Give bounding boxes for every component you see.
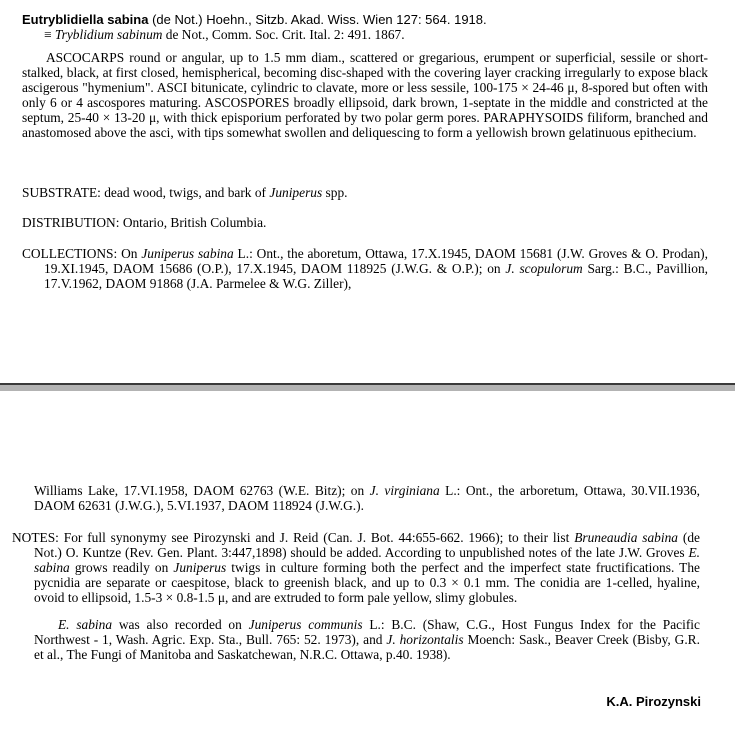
notes2-name-1: E. sabina <box>58 617 113 632</box>
substrate-host: Juniperus <box>269 185 323 200</box>
notes2-text-2: L.: B.C. (Shaw, C.G., Host Fungus Index for the Pacific Northwest - 1, Wash. Agric. Exp. Sta., Bull. 765: 52. 1973), and <box>34 617 700 647</box>
collections-cont-1: Williams Lake, 17.VI.1958, DAOM 62763 (W.E. Bitz); on <box>34 483 365 498</box>
notes2-name-3: J. horizontalis <box>386 632 464 647</box>
notes-name-1: Bruneaudia sabina <box>574 530 678 545</box>
collections-text-3: Sarg.: B.C., Pavillion, 17.V.1962, DAOM 91868 (J.A. Parmelee & W.G. Ziller), <box>44 261 708 291</box>
entry-heading <box>22 12 722 27</box>
asci-text: bitunicate, cylindric to clavate, more or less sessile, 100-175 × 24-46 μ, 8-spored but often with only 6 or 4 ascospores maturing. <box>22 80 708 110</box>
synonym-name: Tryblidium sabinum <box>54 27 163 42</box>
ascospores-text: broadly ellipsoid, dark brown, 1-septate in the middle and constricted at the septum, 25-40 × 13-20 μ, with thick episporium perforated by two polar germ pores. <box>22 95 708 125</box>
distribution-line <box>22 215 712 230</box>
distribution-text: Ontario, British Columbia. <box>122 215 267 230</box>
collections-host-3: J. virginiana <box>369 483 440 498</box>
notes-text-1: For full synonymy see Pirozynski and J. Reid (Can. J. Bot. 44:655-662. 1966); to their list <box>63 530 570 545</box>
substrate-line <box>22 185 712 200</box>
substrate-text-after: spp. <box>325 185 348 200</box>
ascocarps-label: ASCOCARPS <box>46 50 125 65</box>
authority-citation: (de Not.) Hoehn., Sitzb. Akad. Wiss. Wien 127: 564. 1918. <box>152 12 487 27</box>
collections-label: COLLECTIONS: <box>22 246 118 261</box>
ascocarps-text: round or angular, up to 1.5 mm diam., scattered or gregarious, erumpent or superficial, sessile or short-stalked, black, at first closed, hemispherical, becoming disc-shaped with the covering layer cracking irregularly to expose black ascigerous "hymenium". <box>22 50 708 95</box>
genus-species: Eutryblidiella sabina <box>22 12 149 27</box>
notes-label: NOTES: <box>12 530 59 545</box>
author-signature: K.A. Pirozynski <box>606 694 701 709</box>
distribution-label: DISTRIBUTION: <box>22 215 120 230</box>
collections-text-2: L.: Ont., the aboretum, Ottawa, 17.X.1945, DAOM 15681 (J.W. Groves & O. Prodan), 19.XI.1945, DAOM 15686 (O.P.), 17.X.1945, DAOM 118925 (J.W.G. & O.P.); on <box>44 246 708 276</box>
notes-text-2: (de Not.) O. Kuntze (Rev. Gen. Plant. 3:447,1898) should be added. According to unpublished notes of the late J.W. Groves <box>34 530 700 560</box>
collections-host-2: J. scopulorum <box>505 261 583 276</box>
substrate-text: dead wood, twigs, and bark of <box>104 185 267 200</box>
notes-paragraph-2 <box>34 617 700 662</box>
paraphysoids-label: PARAPHYSOIDS <box>483 110 584 125</box>
paraphysoids-text: filiform, branched and anastomosed above the asci, with tips somewhat swollen and deliquescing to form a yellowish brown gelatinuous epithecium. <box>22 110 708 140</box>
collections-text-1: On <box>121 246 138 261</box>
collections-host-1: Juniperus sabina <box>141 246 234 261</box>
description-paragraph <box>22 50 708 140</box>
notes-text-3: grows readily on <box>74 560 169 575</box>
notes-name-3: Juniperus <box>173 560 227 575</box>
notes-text-4: twigs in culture forming both the perfect and the imperfect state fructifications. The pycnidia are separate or caespitose, black to greenish black, and up to 0.3 × 0.1 mm. The conidia are 1-celled, hyaline, ovoid to ellipsoid, 1.5-3 × 0.8-1.5 μ, and are extruded to form pale yellow, slimy globules. <box>34 560 700 605</box>
collections-paragraph <box>22 246 708 291</box>
notes2-text-3: Moench: Sask., Beaver Creek (Bisby, G.R. et al., The Fungi of Manitoba and Saskatchewan, N.R.C. Ottawa, p.40. 1938). <box>34 632 700 662</box>
asci-label: ASCI <box>156 80 188 95</box>
synonym-symbol: ≡ <box>44 27 52 42</box>
notes-paragraph <box>12 530 700 605</box>
notes-name-2: E. sabina <box>34 545 700 575</box>
substrate-label: SUBSTRATE: <box>22 185 101 200</box>
synonym-line <box>44 27 724 42</box>
collections-continued <box>34 483 700 513</box>
synonym-citation: de Not., Comm. Soc. Crit. Ital. 2: 491. 1867. <box>165 27 405 42</box>
ascospores-label: ASCOSPORES <box>204 95 290 110</box>
page-bottom <box>0 392 735 738</box>
notes2-name-2: Juniperus communis <box>248 617 363 632</box>
page-divider <box>0 383 735 391</box>
collections-cont-2: L.: Ont., the arboretum, Ottawa, 30.VII.1936, DAOM 62631 (J.W.G.), 5.VI.1937, DAOM 118924 (J.W.G.). <box>34 483 700 513</box>
notes2-text-1: was also recorded on <box>118 617 242 632</box>
